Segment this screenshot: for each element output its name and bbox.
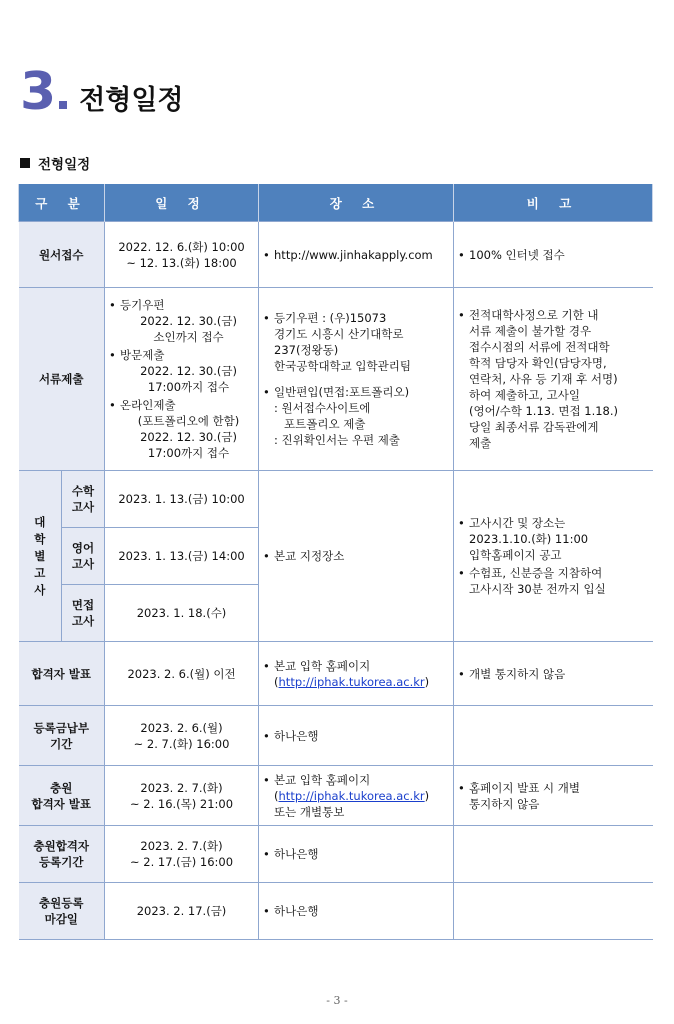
row-schedule: 2023. 1. 13.(금) 10:00 [105,471,259,528]
subheading [20,153,90,173]
schedule-item [120,347,257,395]
category-line: 등록기간 [39,855,84,869]
exam-type [62,585,105,642]
row-category [19,471,62,642]
row-place [259,766,454,826]
category-line: 등록금납부 [33,720,90,735]
table-header-row [19,184,653,222]
note-item [469,307,652,451]
schedule-line: 2023. 2. 6.(월) [140,720,223,735]
exam-type-line: 고사 [71,557,95,571]
item-line: 2022. 12. 30.(금) [140,314,237,328]
row-schedule [105,288,259,471]
header-category: 구 분 [19,184,105,222]
note-line: • 수험표, 신분증을 지참하여 [469,566,603,580]
category-line: 충원 [50,780,73,795]
schedule-line: 2023. 2. 7.(화) [140,839,223,853]
page-number: - 3 - [326,994,348,1007]
schedule-item [120,297,257,345]
row-category [19,883,105,940]
homepage-link[interactable]: http://iphak.tukorea.ac.kr [278,788,425,803]
note-line: 입학홈페이지 공고 [469,548,562,562]
note-line: 연락처, 사유 등 기재 후 서명) [469,372,618,386]
place-line: • 본교 입학 홈페이지 [274,772,371,787]
paren-open: ( [274,674,279,689]
table-row [19,642,653,706]
item-title: • 온라인제출 [120,398,176,412]
row-category [19,826,105,883]
section-title-text: 전형일정 [79,85,184,116]
row-schedule: 2023. 1. 18.(수) [105,585,259,642]
row-note [454,642,653,706]
row-category [19,766,105,826]
place-line: • 본교 입학 홈페이지 [274,658,371,673]
place-item: • 하나은행 [274,903,452,919]
place-item [274,658,452,690]
item-line: 17:00까지 접수 [147,446,230,460]
category-line: 충원등록 [39,896,84,910]
row-schedule [105,222,259,288]
schedule-line: ~ 2. 7.(화) 16:00 [133,736,230,751]
note-line: 통지하지 않음 [469,796,540,811]
schedule-line: 2023. 2. 7.(화) [140,780,223,795]
item-line: 2022. 12. 30.(금) [140,430,237,444]
paren-close: ) [424,674,430,689]
schedule-line: ~ 12. 13.(화) 18:00 [126,255,237,270]
item-line: 237(정왕동) [274,343,339,357]
exam-type-line: 고사 [71,500,95,514]
row-schedule [105,706,259,766]
note-line: 제출 [469,436,492,450]
row-place [259,642,454,706]
header-note: 비 고 [454,184,653,222]
item-line: 17:00까지 접수 [147,380,230,394]
item-line: : 진위확인서는 우편 제출 [274,433,400,447]
row-note [454,766,653,826]
category-line: 합격자 발표 [31,796,92,811]
row-place [259,826,454,883]
note-line: • 홈페이지 발표 시 개별 [469,780,580,795]
item-line: : 원서접수사이트에 [274,401,371,415]
place-item: • http://www.jinhakapply.com [274,247,452,263]
row-schedule: 2023. 2. 17.(금) [105,883,259,940]
note-line: (영어/수학 1.13. 면접 1.18.) [469,404,619,418]
row-note [454,883,653,940]
table-row [19,826,653,883]
row-place [259,883,454,940]
item-title: • 등기우편 [120,298,165,312]
item-title: • 방문제출 [120,348,165,362]
place-item: • 하나은행 [274,728,452,744]
row-place [259,222,454,288]
homepage-link[interactable]: http://iphak.tukorea.ac.kr [278,674,425,689]
exam-type [62,471,105,528]
place-item [274,772,452,820]
row-note [454,288,653,471]
category-line: 기간 [50,736,73,751]
vertical-category-text: 대학별고사 [34,514,46,597]
section-number: 3 [20,62,56,122]
schedule-line: 2022. 12. 6.(화) 10:00 [118,239,245,254]
exam-type-line: 고사 [71,614,95,628]
note-line: 당일 최종서류 감독관에게 [469,420,599,434]
note-line: 하여 제출하고, 고사일 [469,388,580,402]
row-note [454,826,653,883]
paren-close: ) [424,788,430,803]
note-line: 2023.1.10.(화) 11:00 [469,532,589,546]
note-line: 학적 담당자 확인(담당자명, [469,356,607,370]
note-line: 고사시작 30분 전까지 입실 [469,582,606,596]
header-schedule: 일 정 [105,184,259,222]
exam-type-line: 수학 [71,484,95,498]
note-item [469,515,652,563]
table-row [19,288,653,471]
row-note [454,706,653,766]
row-category [19,706,105,766]
row-schedule: 2023. 2. 6.(월) 이전 [105,642,259,706]
row-place [259,706,454,766]
header-place: 장 소 [259,184,454,222]
note-item [469,780,652,812]
category-line: 충원합격자 [33,839,90,853]
place-item: • 하나은행 [274,846,452,862]
paren-open: ( [274,788,279,803]
place-item [274,384,452,448]
row-place [259,288,454,471]
subheading-text: 전형일정 [38,157,91,173]
row-schedule [105,826,259,883]
square-bullet-icon [20,158,30,168]
schedule-table [18,184,653,940]
row-note [454,222,653,288]
row-schedule [105,766,259,826]
place-link-line [274,788,452,804]
item-line: 소인까지 접수 [153,330,224,344]
note-line: 접수시점의 서류에 전적대학 [469,340,610,354]
row-place [259,471,454,642]
table-row [19,706,653,766]
item-line: 한국공학대학교 입학관리팀 [274,359,411,373]
item-line: (포트폴리오에 한함) [137,414,240,428]
item-line: 2022. 12. 30.(금) [140,364,237,378]
row-schedule: 2023. 1. 13.(금) 14:00 [105,528,259,585]
note-line: • 전적대학사정으로 기한 내 [469,308,599,322]
place-link-line [274,674,452,690]
row-category: 합격자 발표 [19,642,105,706]
note-line: 서류 제출이 불가할 경우 [469,324,592,338]
table-row [19,471,653,528]
title-dot [59,101,67,109]
item-title: • 일반편입(면접:포트폴리오) [274,385,410,399]
item-title: • 등기우편 : (우)15073 [274,311,387,325]
table-row [19,883,653,940]
exam-type-line: 면접 [71,598,95,612]
table-row [19,766,653,826]
row-category: 서류제출 [19,288,105,471]
place-item: • 본교 지정장소 [274,548,452,564]
note-item: • 개별 통지하지 않음 [469,666,652,682]
exam-type-line: 영어 [71,541,95,555]
schedule-line: ~ 2. 16.(목) 21:00 [129,796,234,811]
place-line: 또는 개별통보 [274,804,345,819]
item-line: 포트폴리오 제출 [284,417,366,431]
note-item: • 100% 인터넷 접수 [469,247,652,263]
exam-type [62,528,105,585]
schedule-item [120,397,257,461]
schedule-line: ~ 2. 17.(금) 16:00 [129,855,234,869]
note-item [469,565,652,597]
category-line: 마감일 [44,912,78,926]
item-line: 경기도 시흥시 산기대학로 [274,327,404,341]
note-line: • 고사시간 및 장소는 [469,516,566,530]
place-item [274,310,452,374]
table-row [19,222,653,288]
section-title [20,62,184,132]
row-category: 원서접수 [19,222,105,288]
row-note [454,471,653,642]
